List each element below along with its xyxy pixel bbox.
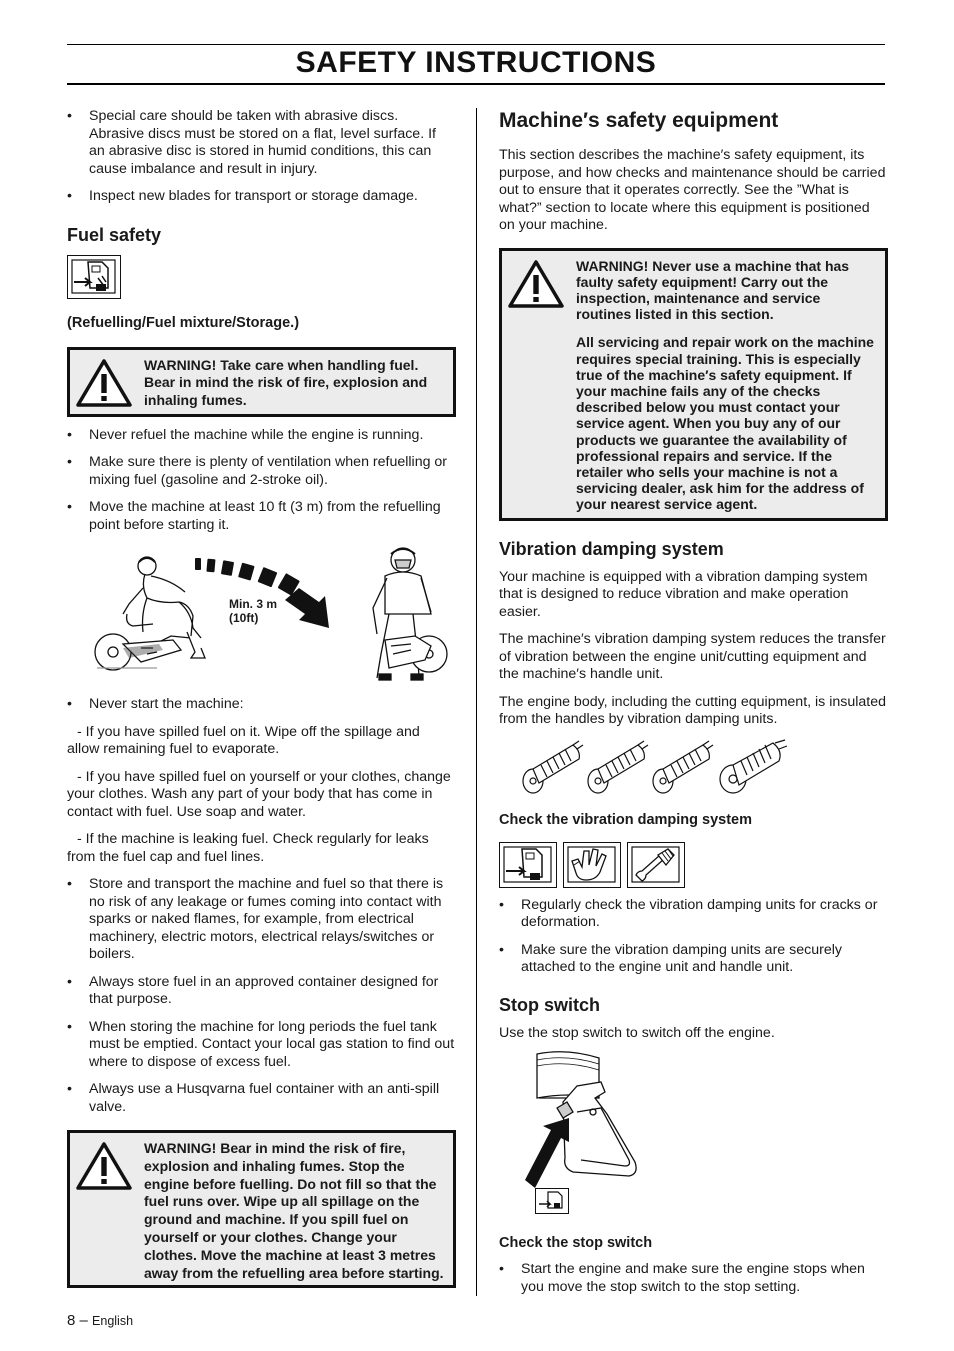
list-item: • Special care should be taken with abrasive discs. Abrasive discs must be stored on a flat, level surface. If an abrasive disc is stored in humid conditions, this can cause imbalance and result in injury. [67, 108, 455, 178]
vibration-paragraph: The engine body, including the cutting equipment, is insulated from the handles by vibration damping units. [499, 693, 886, 727]
safety-equipment-title: Machine′s safety equipment [499, 109, 779, 132]
footer-language: English [92, 1314, 134, 1328]
intro-bullet-list [67, 108, 455, 206]
safety-equipment-intro: This section describes the machine′s safety equipment, its purpose, and how checks and maintenance should be carried out to ensure that it operates correctly. See the ”What is what?” section to locate where this equipment is positioned on your machine. [499, 147, 886, 233]
list-item: • When storing the machine for long periods the fuel tank must be emptied. Contact your local gas station to find out where to dispose of excess fuel. [67, 1019, 455, 1072]
fuel-safety-subheading: (Refuelling/Fuel mixture/Storage.) [67, 314, 300, 331]
vibration-paragraph: The machine′s vibration damping system reduces the transfer of vibration between the engine unit/cutting equipment and the machine′s handle unit. [499, 631, 886, 682]
distance-label-imperial: (10ft) [229, 611, 259, 625]
dash-item: - If the machine is leaking fuel. Check regularly for leaks from the fuel cap and fuel lines. [67, 831, 429, 865]
stop-switch-check-heading: Check the stop switch [499, 1235, 653, 1251]
glove-icon [563, 842, 621, 888]
warning-triangle-icon [506, 258, 576, 511]
safety-warning-box [499, 248, 888, 521]
stop-switch-heading: Stop switch [499, 994, 601, 1015]
fuel-bullet-list [67, 427, 455, 535]
dash-item: - If you have spilled fuel on yourself or your clothes, change your clothes. Wash any part of your body that has come in contact with fuel. Use soap and water. [67, 768, 451, 820]
warning-triangle-icon [74, 1140, 144, 1278]
stop-switch-icon [535, 1188, 569, 1214]
vibration-check-icons [499, 842, 887, 888]
refuel-distance-illustration [67, 544, 455, 684]
column-divider [476, 108, 477, 1296]
page-title: SAFETY INSTRUCTIONS [295, 46, 657, 79]
brush-icon [627, 842, 685, 888]
warning-triangle-icon [74, 357, 144, 407]
fuel-warning-text: WARNING! Take care when handling fuel. Bear in mind the risk of fire, explosion and inhaling fumes. [144, 356, 428, 409]
fuel-warning-2-text: WARNING! Bear in mind the risk of fire, explosion and inhaling fumes. Stop the engine before fuelling. Do not fill so that the fuel runs over. Wipe up all spillage on the ground and machine. If you spill fuel on yourself or your clothes. Change your clothes. Move the machine at least 3 metres away from the refuelling area before starting. [144, 1140, 444, 1281]
safety-warning-paragraph-1: WARNING! Never use a machine that has faulty safety equipment! Carry out the inspection, maintenance and service routines listed in this section. [576, 257, 850, 323]
page-header [67, 44, 885, 85]
stop-switch-text: Use the stop switch to switch off the engine. [499, 1024, 775, 1041]
vibration-bullet-list [499, 897, 887, 977]
distance-label-metric: Min. 3 m [229, 597, 278, 611]
fuel-warning-box-2 [67, 1130, 456, 1288]
refuel-icon [499, 842, 557, 888]
list-item: • Never refuel the machine while the engine is running. [67, 427, 455, 445]
safety-warning-paragraph-2: All servicing and repair work on the machine requires special training. This is especially true of the machine′s safety equipment. If your machine fails any of the checks described below you must contact your service agent. When you buy any of our products we guarantee the availability of professional repairs and service. If the retailer who sells your machine is not a servicing dealer, ask him for the address of your nearest service agent. [576, 334, 874, 513]
fuel-safety-heading: Fuel safety [67, 224, 162, 245]
list-item: • Make sure the vibration damping units are securely attached to the engine unit and handle unit. [499, 942, 887, 977]
list-item: • Make sure there is plenty of ventilation when refuelling or mixing fuel (gasoline and 2-stroke oil). [67, 454, 455, 489]
page-footer [67, 1312, 133, 1329]
left-column [67, 108, 455, 1288]
damping-units-illustration [519, 739, 819, 797]
never-start-list [67, 696, 455, 714]
list-item: • Never start the machine: [67, 696, 455, 714]
list-item: • Regularly check the vibration damping units for cracks or deformation. [499, 897, 887, 932]
list-item: • Move the machine at least 10 ft (3 m) from the refuelling point before starting it. [67, 499, 455, 534]
page-number: 8 – [67, 1312, 88, 1329]
fuel-warning-box [67, 347, 456, 417]
safety-warning-text [576, 258, 879, 511]
list-item: • Inspect new blades for transport or storage damage. [67, 188, 455, 206]
storage-bullet-list [67, 876, 455, 1116]
dash-item: - If you have spilled fuel on it. Wipe off the spillage and allow remaining fuel to evaporate. [67, 723, 420, 757]
list-item: • Always store fuel in an approved container designed for that purpose. [67, 974, 455, 1009]
list-item: • Store and transport the machine and fuel so that there is no risk of any leakage or fumes coming into contact with sparks or naked flames, for example, from electrical machinery, electric motors, electrical relays/switches or boilers. [67, 876, 455, 964]
vibration-paragraph: Your machine is equipped with a vibration damping system that is designed to reduce vibration and make operation easier. [499, 568, 868, 620]
list-item: • Always use a Husqvarna fuel container with an anti-spill valve. [67, 1081, 455, 1116]
right-column [499, 108, 887, 1306]
vibration-heading: Vibration damping system [499, 538, 724, 559]
refuel-icon [67, 255, 121, 299]
list-item: • Start the engine and make sure the engine stops when you move the stop switch to the stop setting. [499, 1261, 887, 1296]
distance-label [229, 597, 277, 625]
stop-switch-bullet-list [499, 1261, 887, 1296]
vibration-check-heading: Check the vibration damping system [499, 811, 753, 828]
stop-switch-illustration [519, 1050, 659, 1220]
